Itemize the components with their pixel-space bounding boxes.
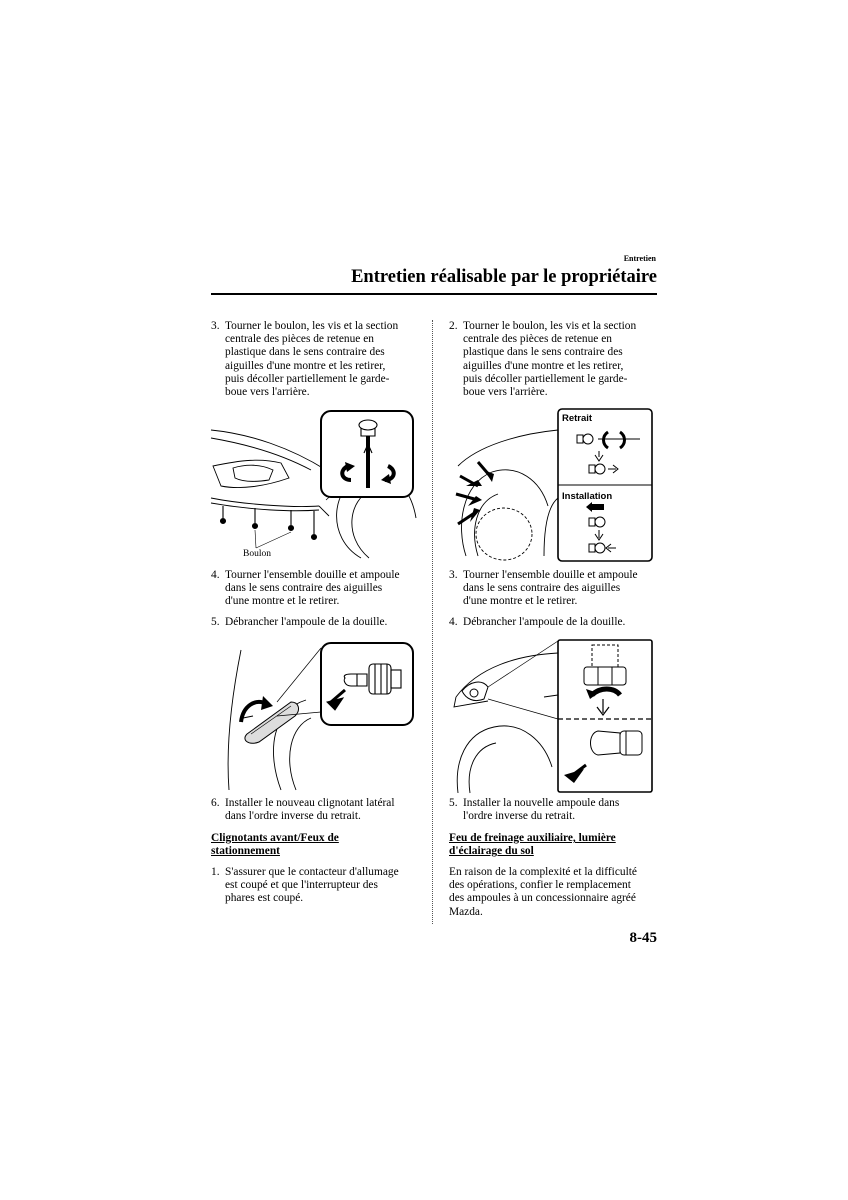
step-line: d'une montre et le retirer. [225,595,340,608]
step-number: 1. [211,866,220,878]
page-number: 8-45 [629,930,657,946]
step-line: Tourner le boulon, les vis et la section [463,320,637,332]
step-line: Tourner le boulon, les vis et la section [225,320,399,332]
step-line: centrale des pièces de retenue en [463,333,612,346]
step-text [463,616,625,629]
step-text [225,797,395,823]
step-line: dans le sens contraire des aiguilles [463,582,621,595]
step-number: 3. [211,320,220,332]
paragraph-line: des ampoules à un concessionnaire agréé [449,892,636,905]
step-line: puis décoller partiellement le garde- [463,372,628,385]
step-line: Installer la nouvelle ampoule dans [463,797,620,809]
step-line: centrale des pièces de retenue en [225,333,374,346]
figure-caption-boulon: Boulon [243,549,271,559]
label-installation: Installation [562,491,613,502]
right-paragraph [449,866,664,919]
right-section-heading [449,832,659,858]
step-line: d'une montre et le retirer. [463,595,578,608]
step-line: aiguilles d'une montre et les retirer, [463,359,624,372]
step-text [225,616,387,629]
step-line: Tourner l'ensemble douille et ampoule [463,569,638,581]
heading-line: d'éclairage du sol [449,845,534,858]
step-number: 4. [449,616,458,628]
section-label: Entretien [623,254,656,263]
step-line: S'assurer que le contacteur d'allumage [225,866,399,878]
step-number: 2. [449,320,458,332]
step-line: Débrancher l'ampoule de la douille. [463,616,626,628]
heading-line: stationnement [211,845,280,858]
step-line: puis décoller partiellement le garde- [225,372,390,385]
step-text [225,320,398,399]
step-line: plastique dans le sens contraire des [225,346,385,359]
step-line: boue vers l'arrière. [463,386,548,399]
step-line: phares est coupé. [225,892,304,905]
figure-bumper-bolts [211,408,421,564]
figure-side-marker-bulb [211,640,421,792]
step-line: l'ordre inverse du retrait. [463,810,576,823]
step-line: Installer le nouveau clignotant latéral [225,797,395,809]
step-number: 3. [449,569,458,581]
paragraph-line: En raison de la complexité et la difficulté [449,866,637,878]
column-divider [432,320,433,924]
step-line: boue vers l'arrière. [225,386,310,399]
step-line: dans l'ordre inverse du retrait. [225,810,361,823]
step-line: dans le sens contraire des aiguilles [225,582,383,595]
paragraph-line: Mazda. [449,905,483,918]
figure-headlight-bulb [448,637,658,795]
step-text [463,320,636,399]
step-text [463,569,638,609]
heading-line: Feu de freinage auxiliaire, lumière [449,832,616,844]
step-number: 6. [211,797,220,809]
step-line: Tourner l'ensemble douille et ampoule [225,569,400,581]
label-retrait: Retrait [562,413,593,424]
step-text [225,866,399,906]
figure-retainer-clips [448,406,658,566]
page-title: Entretien réalisable par le propriétaire [351,267,657,287]
step-number: 5. [211,616,220,628]
step-line: Débrancher l'ampoule de la douille. [225,616,388,628]
left-section-heading [211,832,426,858]
step-line: aiguilles d'une montre et les retirer, [225,359,386,372]
step-number: 4. [211,569,220,581]
step-text [225,569,400,609]
paragraph-line: des opérations, confier le remplacement [449,879,631,892]
step-text [463,797,619,823]
title-rule [211,293,657,295]
step-line: plastique dans le sens contraire des [463,346,623,359]
heading-line: Clignotants avant/Feux de [211,832,339,844]
step-number: 5. [449,797,458,809]
step-line: est coupé et que l'interrupteur des [225,879,378,892]
